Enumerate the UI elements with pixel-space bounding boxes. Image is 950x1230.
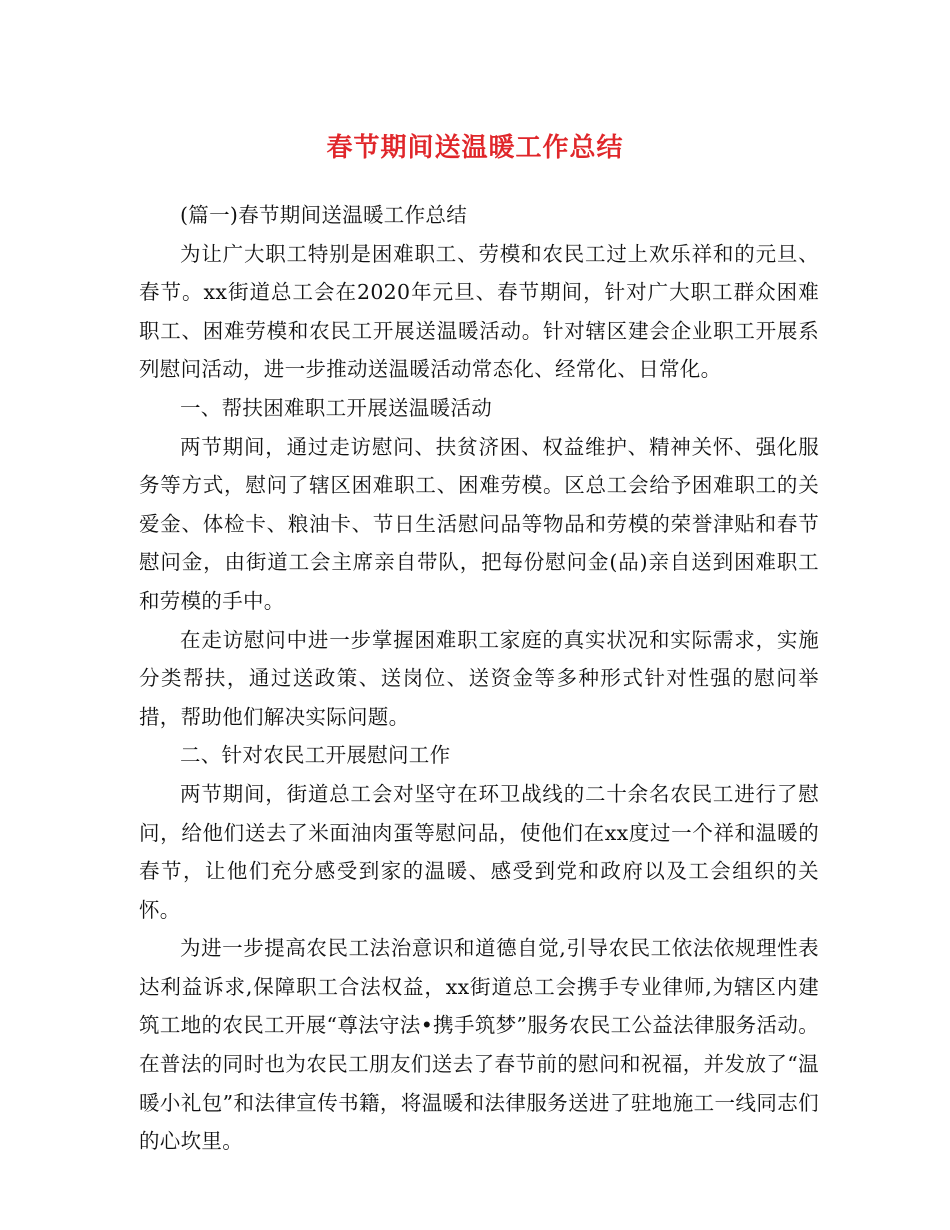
document-body <box>139 196 819 1161</box>
paragraph-section-1-b: 在走访慰问中进一步掌握困难职工家庭的真实状况和实际需求，实施分类帮扶，通过送政策、送岗位、送资金等多种形式针对性强的慰问举措，帮助他们解决实际问题。 <box>139 627 819 729</box>
section-heading-2: 二、针对农民工开展慰问工作 <box>180 743 451 768</box>
section-heading-1: 一、帮扶困难职工开展送温暖活动 <box>180 395 492 420</box>
paragraph-intro: 为让广大职工特别是困难职工、劳模和农民工过上欢乐祥和的元旦、春节。xx街道总工会在2020年元旦、春节期间，针对广大职工群众困难职工、困难劳模和农民工开展送温暖活动。针对辖区建会企业职工开展系列慰问活动，进一步推动送温暖活动常态化、经常化、日常化。 <box>139 241 819 382</box>
paragraph-section-1-a: 两节期间，通过走访慰问、扶贫济困、权益维护、精神关怀、强化服务等方式，慰问了辖区困难职工、困难劳模。区总工会给予困难职工的关爱金、体检卡、粮油卡、节日生活慰问品等物品和劳模的荣誉津贴和春节慰问金，由街道工会主席亲自带队，把每份慰问金(品)亲自送到困难职工和劳模的手中。 <box>139 434 819 613</box>
document-title: 春节期间送温暖工作总结 <box>326 133 624 163</box>
paragraph-heading-part-one: (篇一)春节期间送温暖工作总结 <box>180 203 467 227</box>
paragraph-section-2-b: 为进一步提高农民工法治意识和道德自觉,引导农民工依法依规理性表达利益诉求,保障职工合法权益，xx街道总工会携手专业律师,为辖区内建筑工地的农民工开展“尊法守法•携手筑梦”服务农民工公益法律服务活动。在普法的同时也为农民工朋友们送去了春节前的慰问和祝福，并发放了“温暖小礼包”和法律宣传书籍，将温暖和法律服务送进了驻地施工一线同志们的心坎里。 <box>139 936 819 1154</box>
paragraph-section-2-a: 两节期间，街道总工会对坚守在环卫战线的二十余名农民工进行了慰问，给他们送去了米面油肉蛋等慰问品，使他们在xx度过一个祥和温暖的春节，让他们充分感受到家的温暖、感受到党和政府以及工会组织的关怀。 <box>139 781 819 922</box>
